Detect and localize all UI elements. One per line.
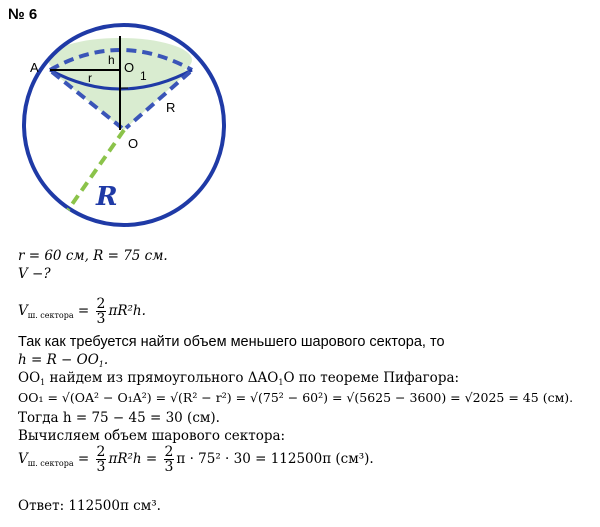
answer: Ответ: 112500π см³. xyxy=(18,498,161,514)
label-A: A xyxy=(30,60,39,75)
compute-text: Вычисляем объем шарового сектора: xyxy=(18,428,286,444)
pythagoras-intro: $OO_1$ найдем из прямоугольного $\Delta AO_1O$ по теореме Пифагора: xyxy=(18,370,460,387)
label-r: r xyxy=(88,71,92,85)
sphere-sector-diagram xyxy=(0,0,600,250)
pythagoras-calc: OO₁ = √(OA² − O₁A²) = √(R² − r²) = √(75² − 60²) = √(5625 − 3600) = √2025 = 45 (см). xyxy=(18,390,574,405)
label-h: h xyxy=(108,53,115,67)
h-result: Тогда h = 75 − 45 = 30 (см). xyxy=(18,410,220,426)
h-relation: $h = R - OO_1$. xyxy=(18,352,109,369)
given-line-2: V −? xyxy=(18,266,51,282)
problem-number: № 6 xyxy=(8,6,38,23)
label-O1-sub: 1 xyxy=(140,69,147,83)
label-R-big: R xyxy=(96,182,118,212)
given-line-1: r = 60 см, R = 75 см. xyxy=(18,248,168,264)
label-R-small: R xyxy=(166,100,176,115)
label-O: O xyxy=(128,136,139,151)
volume-formula: $V_{ш. сектора}$ = $\frac{2}{3}$ πR²h. xyxy=(18,296,146,327)
volume-calculation: $V_{ш. сектора}$ = $\frac{2}{3}$ πR²h = $\frac{2}{3}$ π · 75² · 30 = 112500π (см³). xyxy=(18,444,374,475)
explanation-line: Так как требуется найти объем меньшего шарового сектора, то xyxy=(18,334,445,350)
label-O1: O xyxy=(124,60,135,75)
